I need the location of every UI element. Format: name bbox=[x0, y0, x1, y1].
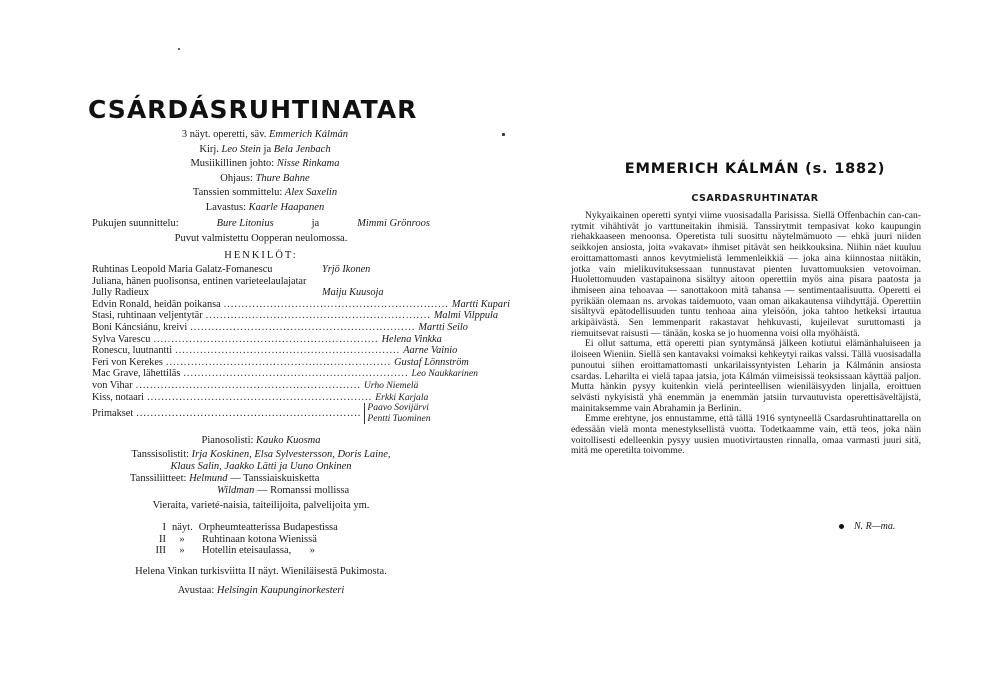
cast-row-primakset: Primakset ............................................................... Paavo Sovijärvi Pentti Tuominen bbox=[92, 402, 431, 424]
bullet-icon bbox=[839, 524, 844, 529]
credit-line: 3 näyt. operetti, säv. Emmerich Kálmán bbox=[181, 129, 349, 140]
dance-inserts: Tanssiliitteet: Helmund — Tanssiaiskuisketta Wildman — Romanssi mollissa bbox=[130, 473, 350, 496]
costume-note: Helena Vinkan turkisviitta II näyt. Wieniläisestä Pukimosta. bbox=[135, 566, 387, 577]
act-row: III » Hotellin eteisaulassa, » bbox=[155, 545, 315, 556]
cast-list bbox=[92, 264, 510, 424]
cast-row: Stasi, ruhtinaan veljentytär ............................................................... Malmi Vilppula bbox=[92, 310, 499, 322]
credit-line: Kirj. Leo Stein ja Bela Jenbach bbox=[199, 143, 331, 155]
print-speck bbox=[178, 48, 180, 50]
cast-row: Mac Grave, lähettiläs ............................................................... Leo Naukkarinen bbox=[92, 368, 478, 380]
right-page bbox=[500, 0, 1000, 675]
cast-row: von Vihar ............................................................... Urho Niemelä bbox=[92, 379, 419, 391]
article-body bbox=[571, 211, 921, 457]
article-subtitle: CSARDASRUHTINATAR bbox=[691, 193, 819, 204]
credit-line: Lavastus: Kaarle Haapanen bbox=[205, 201, 325, 213]
act-row: II » Ruhtinaan kotona Wienissä bbox=[159, 533, 317, 545]
signature: N. R—ma. bbox=[839, 521, 939, 532]
print-speck bbox=[502, 133, 505, 136]
composer-title: EMMERICH KÁLMÁN (s. 1882) bbox=[624, 161, 886, 177]
extras-line: Vieraita, varieté-naisia, taiteilijoita, palvelijoita ym. bbox=[152, 500, 370, 511]
cast-row: Edvin Ronald, heidän poikansa ............................................................... Martti Kupari bbox=[92, 298, 510, 310]
dance-soloists: Tanssisolistit: Irja Koskinen, Elsa Sylvestersson, Doris Laine, Klaus Salin, Jaakko Lätti ja Uuno Onkinen bbox=[131, 449, 391, 472]
cast-row: Juliana, hänen puolisonsa, entinen varieteelaulajatar Jully Radieux Maiju Kuusoja bbox=[92, 275, 384, 299]
pianist-line: Pianosolisti: Kauko Kuosma bbox=[201, 435, 321, 446]
act-row: I näyt. Orpheumteatterissa Budapestissa bbox=[162, 522, 338, 533]
paragraph: Ei ollut sattuma, että operetti pian syntymänsä jälkeen kotiutui elämänhaluiseen ja iloiseen Wieniin. Siellä sen kantavaksi voimaksi kehkeytyi raikas valssi. Tällä vuosisadalla punoutui siihen eroittamattomasti unkarilaissyntyisten Leharin ja Kálmánin ansiosta csardas. Leharilta ei vielä tapaa jatsia, jota Kálmán viimeisissä teoksissaan käyttää paljon. Mutta hänkin pysyy kuitenkin vielä perinteellisen wieniläisyyden linjalla, eroittuen selvästi nykyisistä yhä enemmän ja enemmän jatsiin turvautuvista operettisäveltäjistä, mainitaksemme vain Abrahamin ja Berlinin. bbox=[571, 338, 921, 414]
credit-line: Musiikillinen johto: Nisse Rinkama bbox=[190, 158, 340, 170]
cast-row: Feri von Kerekes ............................................................... Gustaf Lönnström bbox=[92, 356, 469, 368]
paragraph: Emme erehtyne, jos ennustamme, että tällä 1916 syntyneellä Csardasruhtinattarella on edessään vielä monta menestyksellistä vuotta. Todetkaamme vain, että teos, joka näin voitollisesti edelleenkin pysyy uusien muotivirtausten rinnalla, omaa varmasti juuri sitä, mitä me operetilta toivomme. bbox=[571, 413, 921, 457]
operetta-title: CSÁRDÁSRUHTINATAR bbox=[88, 95, 418, 124]
credits-block bbox=[95, 128, 435, 216]
orchestra-line: Avustaa: Helsingin Kaupunginorkesteri bbox=[177, 585, 345, 596]
cast-row: Ronescu, luutnantti ............................................................... Aarne Vainio bbox=[92, 345, 458, 357]
credit-line: Ohjaus: Thure Bahne bbox=[220, 172, 310, 184]
costume-credits: Pukujen suunnittelu: Bure Litonius ja Mimmi Grönroos Puvut valmistettu Oopperan neulomossa. bbox=[92, 218, 430, 244]
cast-row: Ruhtinas Leopold Maria Galatz-Fomanescu Yrjö Ikonen bbox=[92, 264, 371, 275]
cast-row: Sylva Varescu ............................................................... Helena Vinkka bbox=[92, 333, 442, 345]
cast-row: Boni Káncsiánu, kreivi ............................................................... Martti Seilo bbox=[92, 321, 468, 333]
cast-heading: HENKILÖT: bbox=[224, 250, 298, 261]
primakset-actors: Paavo Sovijärvi Pentti Tuominen bbox=[364, 403, 430, 424]
cast-row: Kiss, notaari ............................................................... Erkki Karjala bbox=[92, 391, 429, 403]
acts-list bbox=[140, 522, 440, 557]
credit-line: Tanssien sommittelu: Alex Saxelin bbox=[192, 187, 338, 199]
paragraph: Nykyaikainen operetti syntyi viime vuosisadalla Parisissa. Siellä Offenbachin can-can-rytmit vihähtivät jo varttuneitakin ihmisiä. Tanssirytmit tempasivat koko kaupungin riehakkaaseen menoonsa. Operetista tuli suosittu näytelmämuoto — ehkä juuri niiden seikkojen ansiosta, joita »vakavat» ihmiset pitävät sen heikkouksina. Niihin näet kuuluu eroittamattomasti annos kevytmielistä lemmenleikkiä — joka aina kiinnostaa niitäkin, jotka vain mielikuvituksessaan tunnustavat pienten luvattomuuksien vetovoiman. Huolettomuuden vastapainona sisältyy aitoon operettiin myös aina pisara paatosta ja ihmiseen aina tehoavaa — sanottakoon mitä tahansa — sentimentaalisuutta. Operetti ei pyrikään olemaan ns. arvokas taidemuoto, vaan oman aikakautensa viihdyttäjä. Operettiin sisältyvä epätodellisuuden tuntu tenhoaa aina yleisöön, joka tahtoo hetkeksi irtautua arkipäivästä. Sen lemmenparit rakastavat hehkuvasti, kujeilevat suruttomasti ja riemuitsevat raisusti — tänään, koska se jo huomenna voisi olla myöhäistä. bbox=[571, 210, 921, 339]
